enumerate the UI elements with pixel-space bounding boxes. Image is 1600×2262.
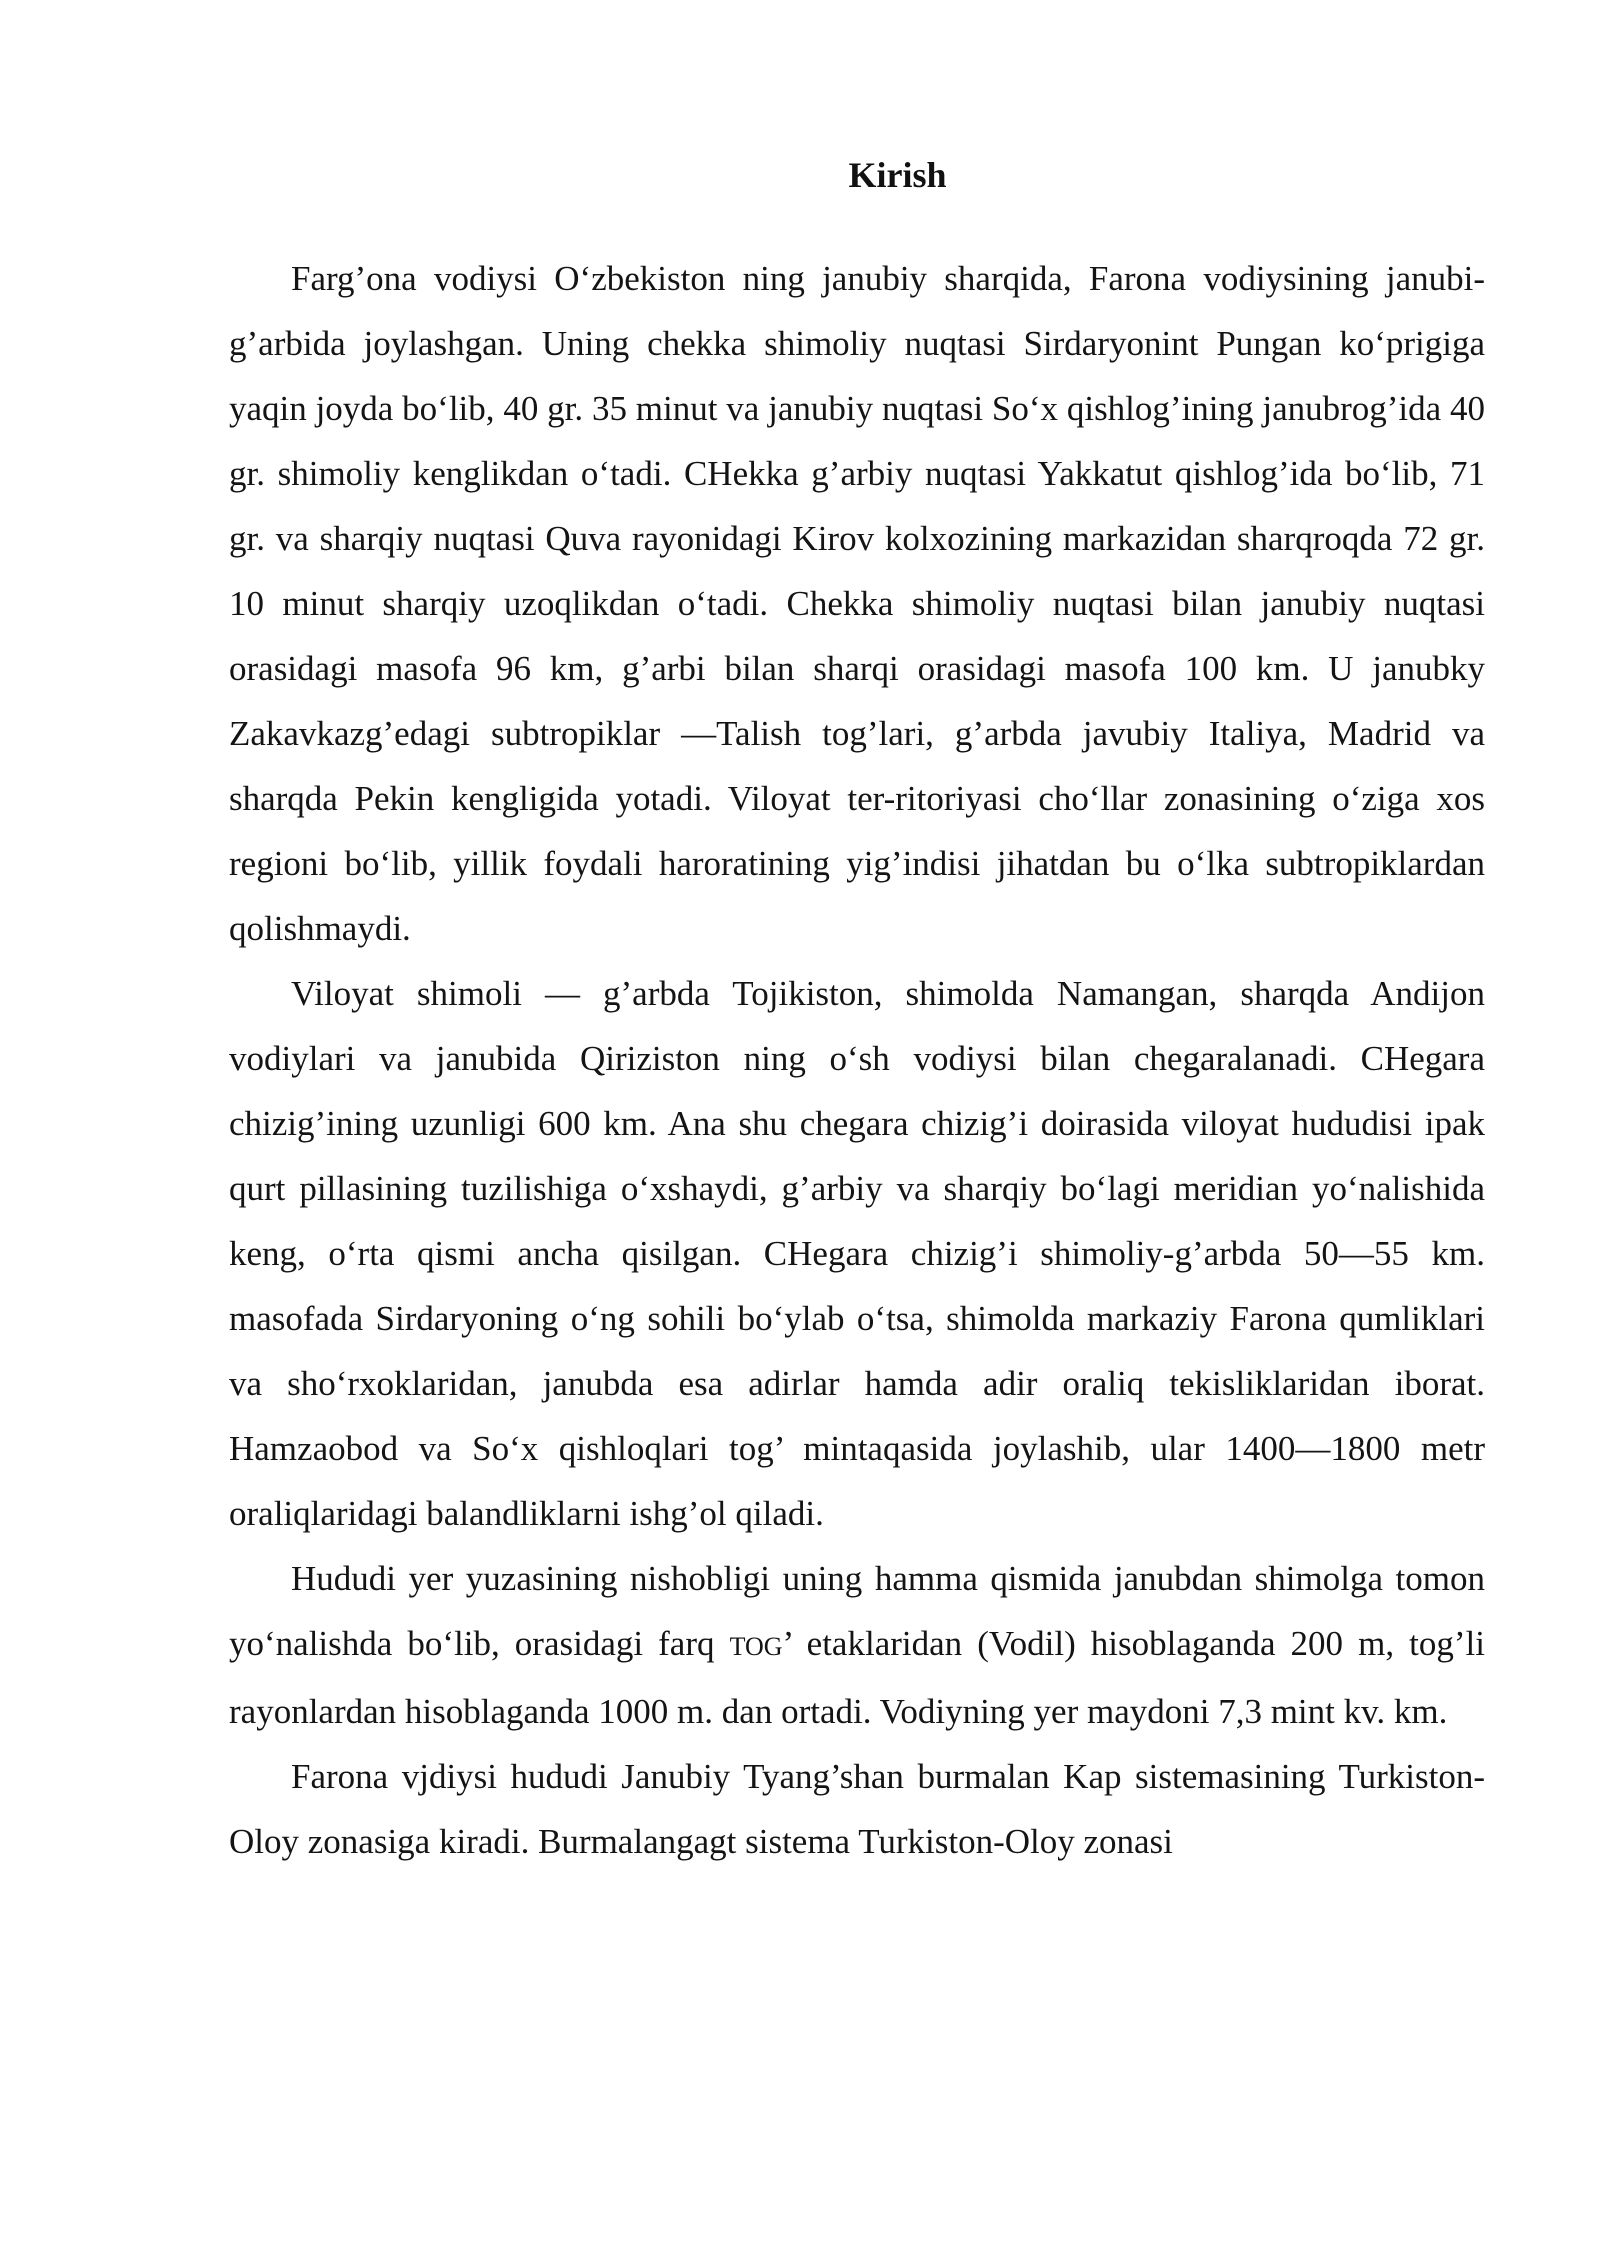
- paragraph-3-text-before: Hududi yer yuzasining nishobligi uning hamma qismida janubdan shimolga tomon yo‘nalishda bo‘lib, orasidagi farq: [229, 1559, 1485, 1663]
- paragraph-3-text-after: ’ etaklaridan (Vodil) hisoblaganda 200 m, tog’li rayonlardan hisoblaganda 1000 m. dan ortadi. Vodiyning yer maydoni 7,3 mint kv. km.: [229, 1624, 1485, 1731]
- paragraph-3: [229, 1546, 1485, 1744]
- paragraph-4: Farona vjdiysi hududi Janubiy Tyang’shan burmalan Kap sistemasining Turkiston-Oloy zonasiga kiradi. Burmalangagt sistema Turkiston-Oloy zonasi: [229, 1757, 1485, 1861]
- page-title: Kirish: [848, 155, 947, 195]
- paragraph-1: Farg’ona vodiysi O‘zbekiston ning janubiy sharqida, Farona vodiysining janubi-g’arbida joylashgan. Uning chekka shimoliy nuqtasi Sirdaryonint Pungan ko‘prigiga yaqin joyda bo‘lib, 40 gr. 35 minut va janubiy nuqtasi So‘x qishlog’ining janubrog’ida 40 gr. shimoliy kenglikdan o‘tadi. CHekka g’arbiy nuqtasi Yakkatut qishlog’ida bo‘lib, 71 gr. va sharqiy nuqtasi Quva rayonidagi Kirov kolxozining markazidan sharqroqda 72 gr. 10 minut sharqiy uzoqlikdan o‘tadi. Chekka shimoliy nuqtasi bilan janubiy nuqtasi orasidagi masofa 96 km, g’arbi bilan sharqi orasidagi masofa 100 km. U janubky Zakavkazg’edagi subtropiklar —Talish tog’lari, g’arbda javubiy Italiya, Madrid va sharqda Pekin kengligida yotadi. Viloyat ter-ritoriyasi cho‘llar zonasining o‘ziga xos regioni bo‘lib, yillik foydali haroratining yig’indisi jihatdan bu o‘lka subtropiklardan qolishmaydi.: [229, 259, 1485, 948]
- paragraph-3-smallcaps-word: TOG: [729, 1632, 783, 1661]
- document-body: [229, 246, 1485, 1874]
- paragraph-2: Viloyat shimoli — g’arbda Tojikiston, shimolda Namangan, sharqda Andijon vodiylari va janubida Qiriziston ning o‘sh vodiysi bilan chegaralanadi. CHegara chizig’ining uzunligi 600 km. Ana shu chegara chizig’i doirasida viloyat hududisi ipak qurt pillasining tuzilishiga o‘xshaydi, g’arbiy va sharqiy bo‘lagi meridian yo‘nalishida keng, o‘rta qismi ancha qisilgan. CHegara chizig’i shimoliy-g’arbda 50—55 km. masofada Sirdaryoning o‘ng sohili bo‘ylab o‘tsa, shimolda markaziy Farona qumliklari va sho‘rxoklaridan, janubda esa adirlar hamda adir oraliq tekisliklaridan iborat. Hamzaobod va So‘x qishloqlari tog’ mintaqasida joylashib, ular 1400—1800 metr oraliqlaridagi balandliklarni ishg’ol qiladi.: [229, 974, 1485, 1533]
